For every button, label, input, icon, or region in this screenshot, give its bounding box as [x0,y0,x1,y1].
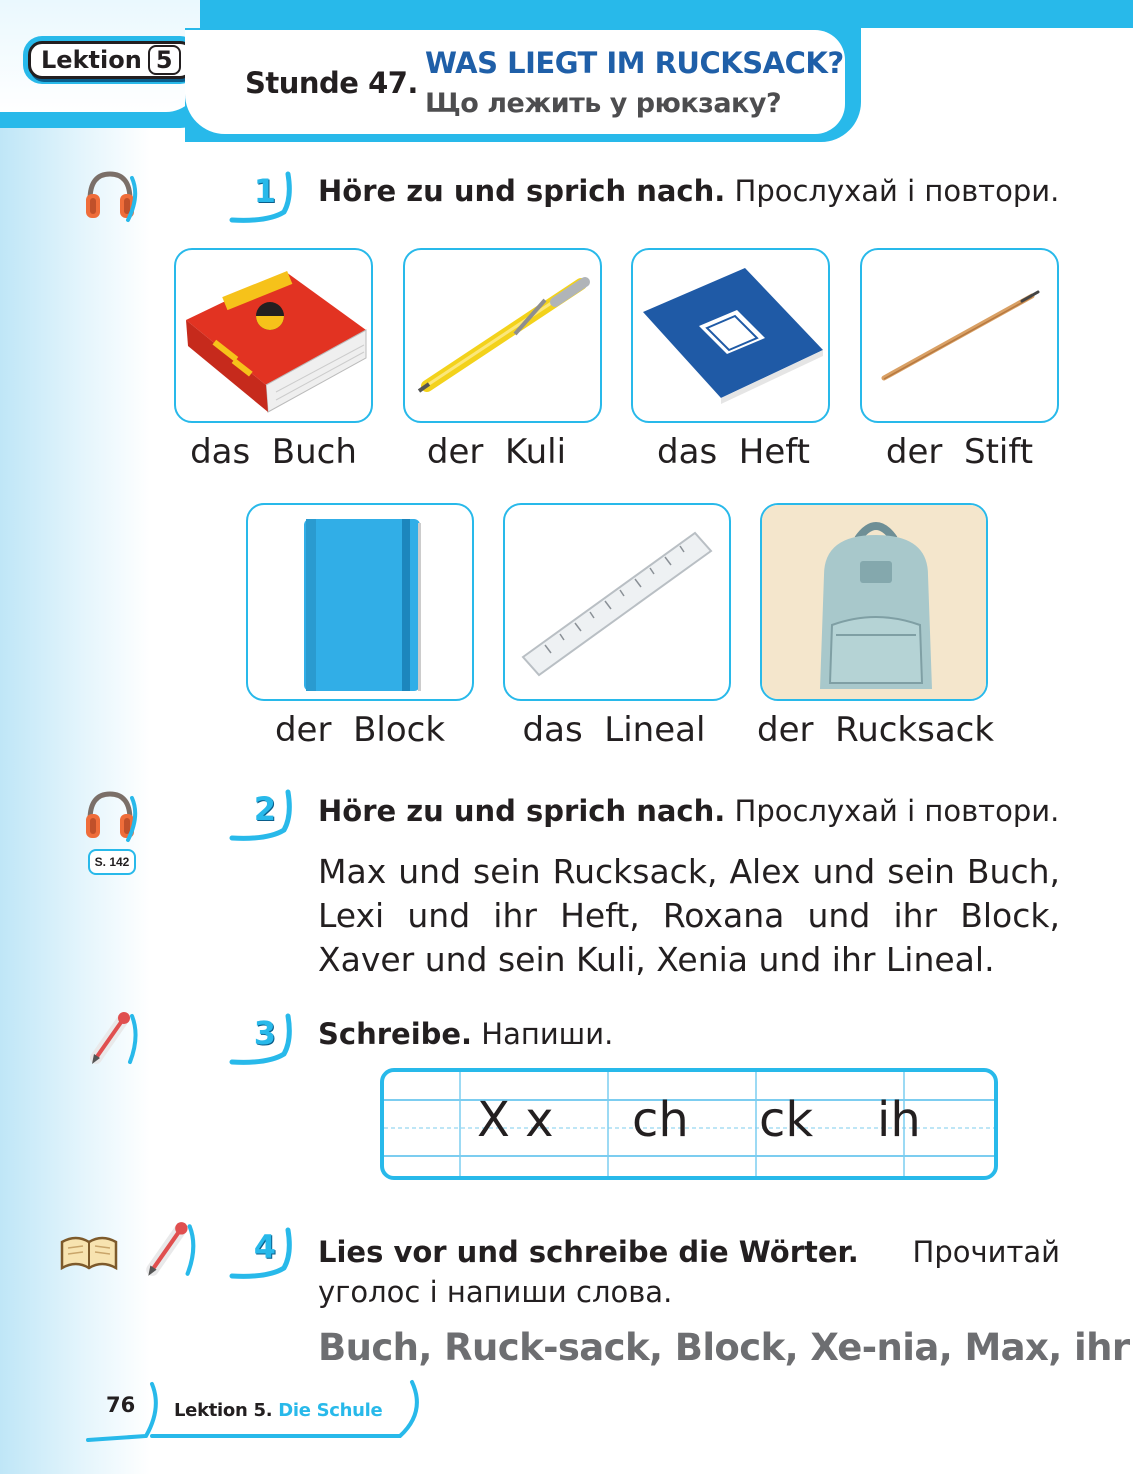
backpack-image [762,505,988,701]
word-list: Buch, Ruck-sack, Block, Xe-nia, Max, ihr [318,1326,1130,1369]
open-book-icon[interactable] [56,1228,122,1278]
pencil-card [860,248,1059,423]
letters-xx: X x [477,1092,554,1148]
book-card [174,248,373,423]
letters-ck: ck [759,1092,814,1148]
page-subtitle: Що лежить у рюкзаку? [425,88,782,119]
footer-lesson: Lektion 5. Die Schule [174,1400,383,1421]
page-title: WAS LIEGT IM RUCKSACK? [425,46,844,80]
caption-lineal: das Lineal [522,710,706,750]
pen-image [405,250,602,423]
caption-heft: das Heft [657,432,810,472]
lesson-number: Stunde 47. [245,66,418,100]
headphones-icon[interactable] [80,786,140,846]
top-band [205,0,1133,28]
page-number: 76 [106,1393,136,1417]
ruler-card [503,503,731,701]
section-2-number: 2 [228,788,298,848]
pencil-icon[interactable] [84,1008,142,1068]
section-4-number: 4 [228,1226,298,1286]
backpack-card [760,503,988,701]
book-image [176,250,373,423]
notebook-image [633,250,830,423]
rhyme-text: Max und sein Rucksack, Alex und sein Buch, Lexi und ihr Heft, Roxana und ihr Block, Xaver und sein Kuli, Xenia und ihr Lineal. [318,852,1060,979]
section-1-number: 1 [228,170,298,230]
page-reference[interactable]: S. 142 [88,849,136,875]
letters-ch: ch [632,1092,689,1148]
caption-stift: der Stift [885,432,1034,472]
pen-card [403,248,602,423]
section-1-instruction: Höre zu und sprich nach. Прослухай і повтори. [318,174,1060,208]
section-3-number: 3 [228,1012,298,1072]
caption-block: der Block [274,710,446,750]
lektion-label: Lektion [41,46,142,74]
pencil-image [862,250,1059,423]
section-4-instruction: Lies vor und schreibe die Wörter. Прочитай уголос і напиши слова. [318,1235,1060,1309]
ruler-image [505,505,731,701]
headphones-icon[interactable] [80,166,140,226]
lektion-badge [28,41,194,79]
section-2-instruction: Höre zu und sprich nach. Прослухай і повтори. [318,794,1060,828]
notepad-card [246,503,474,701]
notebook-card [631,248,830,423]
caption-kuli: der Kuli [426,432,567,472]
notepad-image [248,505,474,701]
lektion-number: 5 [148,45,181,75]
caption-buch: das Buch [190,432,357,472]
pencil-icon[interactable] [140,1218,200,1280]
section-3-instruction: Schreibe. Напиши. [318,1017,614,1051]
letters-ih: ih [877,1092,921,1148]
caption-rucksack: der Rucksack [757,710,995,750]
